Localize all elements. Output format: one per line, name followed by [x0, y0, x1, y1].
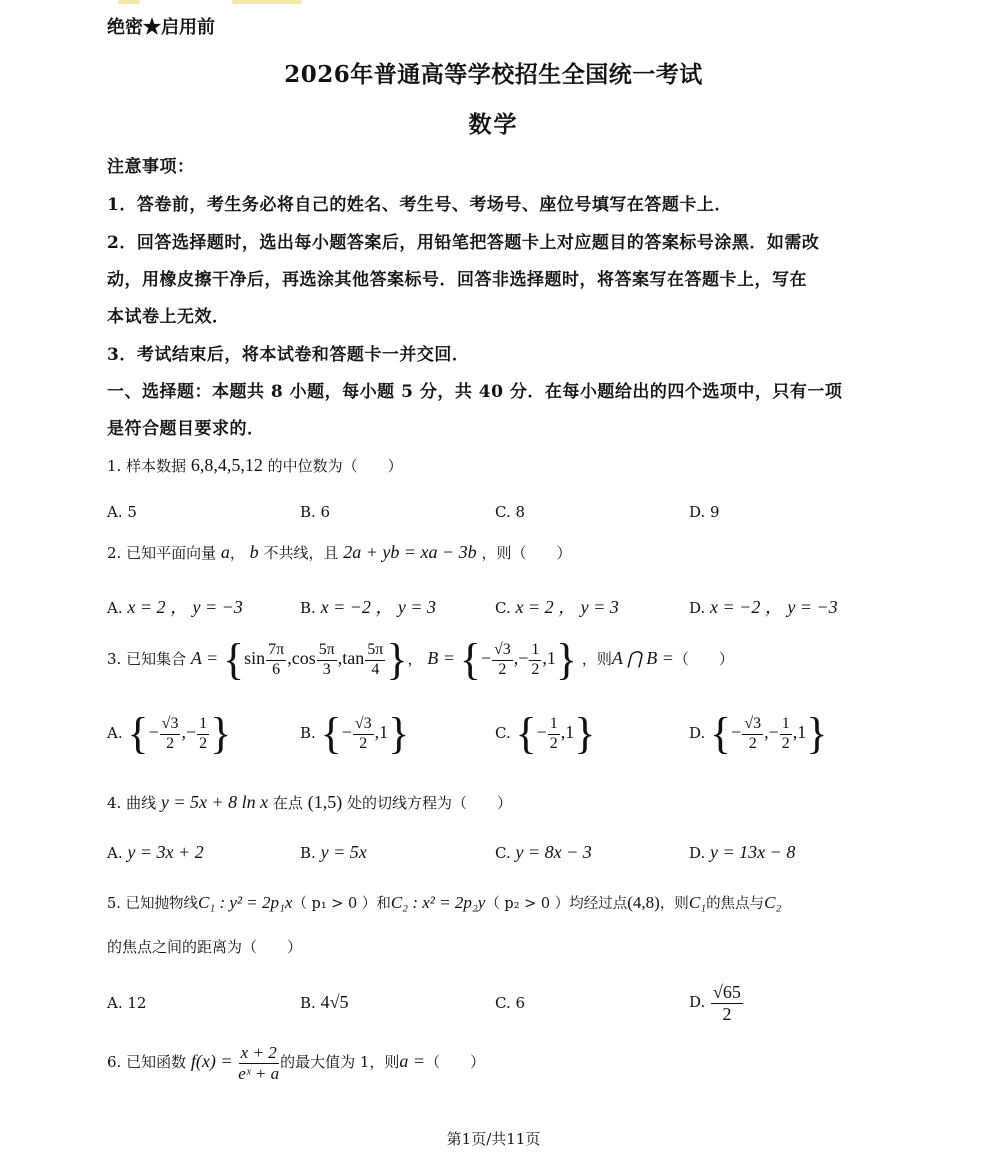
q3-option-c: C. {− $\frac{1}{2}$ ,1}: [495, 709, 596, 758]
fraction-numerator: 7π: [266, 641, 286, 660]
q1-data: 6,8,4,5,12: [190, 455, 263, 475]
fraction: [548, 715, 560, 753]
fraction-denominator: 2: [166, 734, 175, 752]
note-line-3: 3．考试结束后，将本试卷和答题卡一并交回．: [107, 345, 470, 365]
q3-option-a-label: A.: [107, 724, 123, 742]
fraction-numerator: 1: [529, 641, 541, 660]
fraction-numerator: √3: [492, 641, 513, 660]
q3-sin: sin: [244, 648, 266, 668]
fraction-denominator: eˣ + a: [238, 1063, 280, 1083]
question-1: [107, 455, 403, 476]
section-heading-line-2: 是符合题目要求的．: [107, 419, 265, 439]
section-heading-line-1: 一、选择题：本题共 8 小题，每小题 5 分，共 40 分．在每小题给出的四个选项中，只有一项: [107, 382, 843, 402]
brace-close: }: [388, 709, 410, 758]
q2-option-b: [300, 593, 436, 619]
q5-c2: C₂: [764, 893, 782, 912]
fraction-denominator: 2: [748, 734, 757, 752]
q1-text-post: 的中位数为（ ）: [267, 457, 403, 475]
brace-open: {: [459, 635, 481, 684]
q4-option-a-label: A.: [107, 844, 123, 862]
brace-open: {: [515, 709, 537, 758]
q4-curve: y = 5x + 8 ln x: [160, 792, 269, 812]
fraction-denominator: 2: [498, 660, 507, 678]
fraction-denominator: 2: [549, 734, 558, 752]
q5-parabola-c1: C₁ : y² = 2p₁x: [197, 893, 293, 912]
decorative-mark: [118, 0, 140, 4]
q2-text-mid: 不共线，且: [263, 544, 339, 562]
q3-b-element-3: 1: [546, 648, 556, 668]
q2-vector-a: a: [220, 542, 230, 562]
brace-close: }: [386, 635, 408, 684]
fraction-numerator: 1: [780, 715, 792, 734]
q4-option-c: [495, 842, 592, 863]
q3-option-b-label: B.: [300, 724, 316, 742]
fraction-numerator: 1: [197, 715, 209, 734]
q2-text: 2. 已知平面向量: [107, 544, 217, 562]
q4-option-d-value: y = 13x − 8: [710, 842, 796, 862]
page-footer: 第1页/共11页: [446, 1130, 541, 1148]
fraction: [160, 715, 181, 753]
q3-option-a: A. {− $\frac{√3}{2}$ ,− $\frac{1}{2}$ }: [107, 709, 232, 758]
fraction-denominator: 2: [722, 1003, 732, 1024]
q2-text-post: ，则（ ）: [481, 544, 572, 562]
q4-option-b: [300, 842, 367, 863]
brace-open: {: [127, 709, 149, 758]
q5-point: (4,8): [627, 893, 660, 912]
q3-tan-fraction: [365, 641, 385, 679]
set-element: 1: [565, 722, 575, 742]
q6-function: f(x) =: [190, 1051, 233, 1072]
q3-option-d-label: D.: [689, 724, 706, 742]
brace-close: }: [210, 709, 232, 758]
fraction-denominator: 3: [322, 660, 331, 678]
q5-option-d-label: D.: [689, 993, 706, 1012]
fraction-numerator: x + 2: [240, 1043, 277, 1062]
q6-text: 6. 已知函数: [107, 1053, 187, 1072]
q5-text: 5. 已知抛物线: [107, 896, 198, 912]
q4-point: (1,5): [307, 792, 343, 812]
q3-b-fraction-1: [492, 641, 513, 679]
q2-option-a: [107, 593, 243, 619]
q5-c1: C₁: [688, 893, 707, 912]
brace-close: }: [555, 635, 578, 684]
q3-sin-fraction: [266, 641, 286, 679]
q5-option-b: [300, 992, 348, 1013]
q3-cos-fraction: [317, 641, 337, 679]
q4-option-d-label: D.: [689, 844, 706, 862]
q1-option-c: C. 8: [495, 503, 526, 521]
q6-text-mid: 的最大值为 1，则: [280, 1053, 400, 1072]
q2-option-d: [689, 593, 838, 619]
q2-option-d-value: x = −2 ， y = −3: [710, 597, 838, 617]
q4-option-c-label: C.: [495, 844, 511, 862]
q4-text-mid: 在点: [272, 794, 303, 812]
q3-option-d: D. {− $\frac{√3}{2}$ ,− $\frac{1}{2}$ ,1}: [689, 709, 828, 758]
fraction-numerator: √65: [713, 982, 741, 1002]
fraction: [353, 715, 374, 753]
q5-option-b-value: 4√5: [320, 992, 349, 1012]
note-line-2b: 动，用橡皮擦干净后，再选涂其他答案标号．回答非选择题时，将答案写在答题卡上，写在: [107, 270, 807, 290]
q5-option-d: [689, 982, 744, 1024]
q3-text-post: ，则: [581, 650, 612, 668]
q2-option-b-value: x = −2 ， y = 3: [320, 597, 436, 617]
brace-open: {: [222, 635, 245, 684]
decorative-mark: [232, 0, 302, 4]
q4-option-d: [689, 842, 795, 863]
q2-equation: 2a + yb = xa − 3b: [343, 542, 477, 562]
q4-option-b-label: B.: [300, 844, 316, 862]
fraction-denominator: 2: [531, 660, 540, 678]
q5-option-b-label: B.: [300, 994, 316, 1012]
question-5: [107, 892, 781, 913]
brace-close: }: [574, 709, 596, 758]
q1-text: 1. 样本数据: [107, 457, 187, 475]
q4-option-a-value: y = 3x + 2: [127, 842, 204, 862]
fraction-denominator: 6: [272, 660, 281, 678]
fraction-denominator: 2: [359, 734, 368, 752]
q5-option-a: A. 12: [107, 994, 147, 1012]
q3-tan: tan: [342, 648, 365, 668]
q2-option-a-value: x = 2 ， y = −3: [127, 597, 243, 617]
q5-text-post: ，则: [659, 896, 689, 912]
q2-option-c: [495, 593, 619, 619]
fraction: [711, 982, 743, 1024]
q2-option-c-value: x = 2 ， y = 3: [515, 597, 619, 617]
q4-option-a: [107, 842, 204, 863]
q2-option-a-label: A.: [107, 599, 123, 617]
set-element: 1: [379, 722, 389, 742]
fraction-numerator: √3: [160, 715, 181, 734]
fraction-numerator: √3: [742, 715, 763, 734]
q5-line-2: 的焦点之间的距离为（ ）: [107, 938, 303, 956]
fraction-numerator: √3: [353, 715, 374, 734]
question-3: 3. 已知集合 A = {sin $\frac{7\pi}{6}$ ,cos $\frac{5\pi}{3}$ ,tan $\frac{5\pi}{4}$ }， B = {− $\frac{√3}{2}$ ,− $\frac{1}{2}$ ,1} ，则A ⋂ B =（ ）: [107, 635, 734, 684]
notes-heading: 注意事项：: [107, 157, 195, 177]
secret-label: 绝密★启用前: [107, 17, 215, 38]
q4-option-b-value: y = 5x: [320, 842, 367, 862]
q3-intersection: A ⋂ B =: [611, 648, 674, 668]
q5-condition-2: （ p₂ > 0 ）: [485, 896, 570, 912]
q3-cos: cos: [291, 648, 316, 668]
q1-option-d: D. 9: [689, 503, 720, 521]
q3-option-b: B. {− $\frac{√3}{2}$ ,1}: [300, 709, 410, 758]
q3-paren: （ ）: [673, 650, 734, 668]
question-2: [107, 542, 571, 563]
note-line-2c: 本试卷上无效．: [107, 307, 230, 327]
set-element: 1: [797, 722, 807, 742]
q2-separator: ，: [229, 544, 245, 562]
note-line-2a: 2．回答选择题时，选出每小题答案后，用铅笔把答题卡上对应题目的答案标号涂黑．如需改: [107, 233, 820, 253]
note-line-1: 1．答卷前，考生务必将自己的姓名、考生号、考场号、座位号填写在答题卡上．: [107, 195, 732, 215]
question-6: [107, 1043, 485, 1083]
fraction-denominator: 2: [781, 734, 790, 752]
brace-close: }: [806, 709, 828, 758]
q3-set-b: B =: [427, 648, 455, 668]
q3-set-a: A =: [190, 648, 219, 668]
q3-option-c-label: C.: [495, 724, 511, 742]
fraction: [197, 715, 209, 753]
q5-option-c: C. 6: [495, 994, 526, 1012]
q3-text: 3. 已知集合: [107, 650, 187, 668]
question-4: [107, 792, 512, 813]
q1-option-a: A. 5: [107, 503, 137, 521]
q5-and: 和: [376, 896, 391, 912]
exam-title: 2026年普通高等学校招生全国统一考试: [284, 61, 703, 88]
fraction-numerator: 1: [548, 715, 560, 734]
q5-parabola-c2: C₂ : x² = 2p₂y: [390, 893, 486, 912]
q2-option-b-label: B.: [300, 599, 316, 617]
q4-text: 4. 曲线: [107, 794, 157, 812]
brace-open: {: [710, 709, 732, 758]
q4-text-post: 处的切线方程为（ ）: [347, 794, 513, 812]
q5-text-mid: 均经过点: [569, 896, 628, 912]
q5-condition-1: （ p₁ > 0 ）: [292, 896, 377, 912]
q2-option-d-label: D.: [689, 599, 706, 617]
q5-text-focus: 的焦点与: [706, 896, 765, 912]
subject-title: 数学: [468, 111, 519, 138]
brace-open: {: [320, 709, 342, 758]
q1-option-b: B. 6: [300, 503, 331, 521]
q2-vector-b: b: [249, 542, 259, 562]
fraction-numerator: 5π: [317, 641, 337, 660]
q6-paren: （ ）: [425, 1053, 486, 1072]
fraction-numerator: 5π: [365, 641, 385, 660]
fraction: [780, 715, 792, 753]
fraction-denominator: 2: [199, 734, 208, 752]
q4-option-c-value: y = 8x − 3: [515, 842, 592, 862]
q2-option-c-label: C.: [495, 599, 511, 617]
q6-variable: a =: [399, 1051, 426, 1072]
fraction: [742, 715, 763, 753]
fraction-denominator: 4: [371, 660, 380, 678]
q6-fraction: [238, 1043, 279, 1083]
q3-b-fraction-2: [529, 641, 541, 679]
